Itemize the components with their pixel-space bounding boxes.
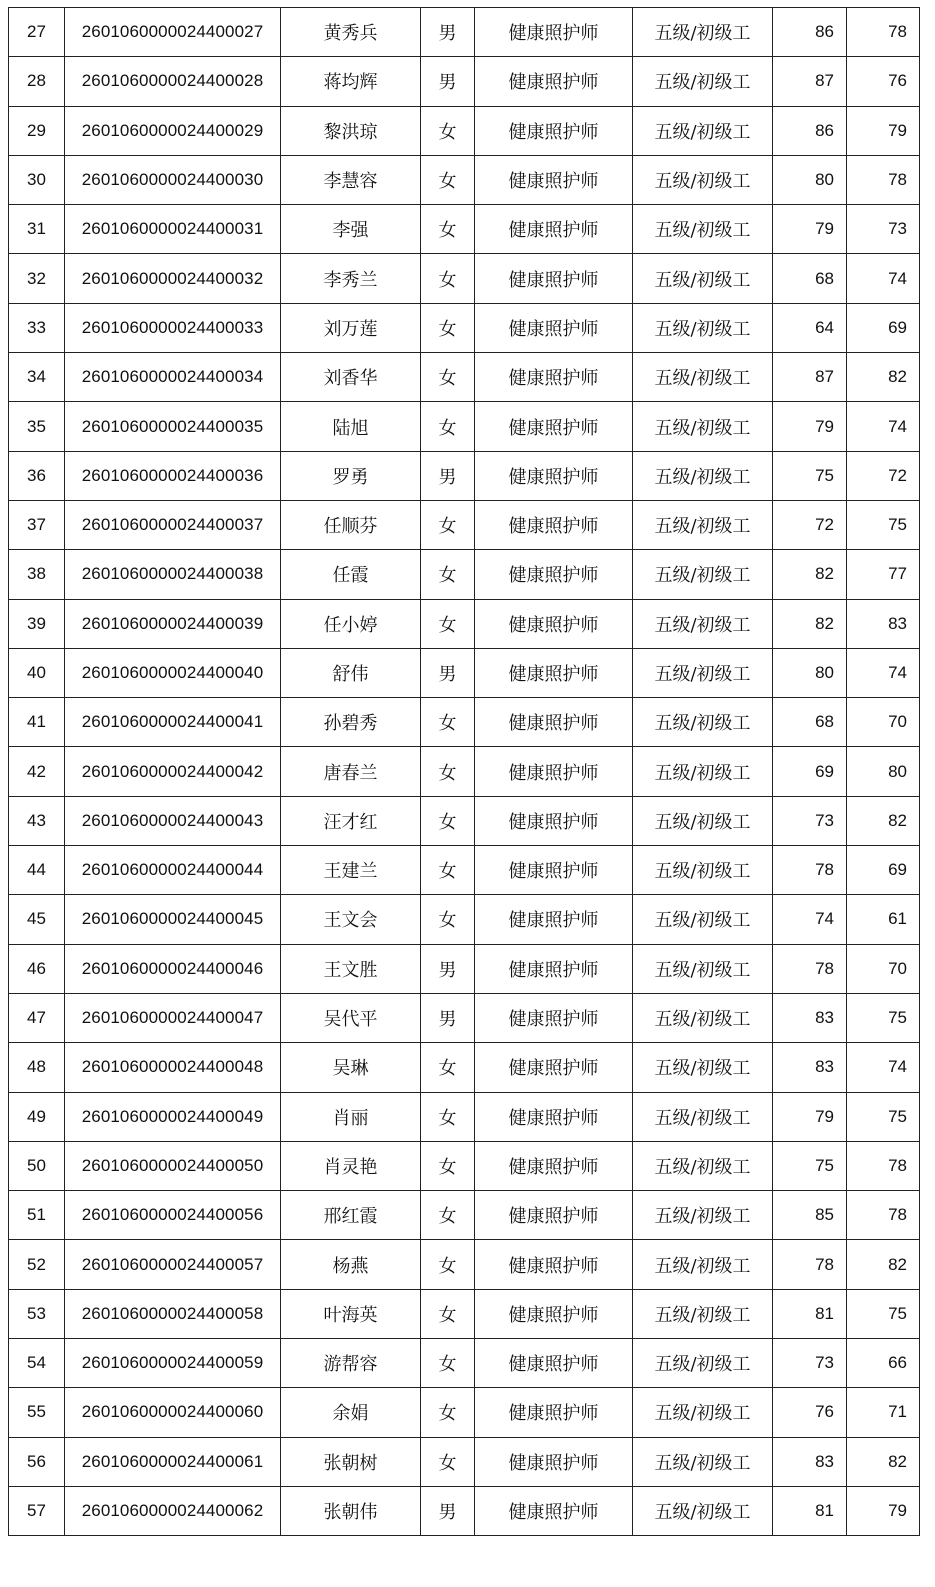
table-row [9,451,920,500]
cell-seq: 35 [9,402,65,451]
cell-occupation: 健康照护师 [475,1486,633,1535]
cell-seq: 27 [9,8,65,57]
cell-level: 五级/初级工 [633,8,773,57]
cell-gender: 女 [421,895,475,944]
cell-gender: 女 [421,254,475,303]
cell-level: 五级/初级工 [633,500,773,549]
cell-score-skill: 69 [847,846,920,895]
cell-score-skill: 78 [847,1141,920,1190]
cell-cert-id: 2601060000024400050 [65,1141,281,1190]
cell-seq: 28 [9,57,65,106]
cell-score-skill: 77 [847,550,920,599]
cell-score-theory: 69 [773,747,847,796]
cell-gender: 女 [421,1437,475,1486]
cell-seq: 30 [9,155,65,204]
cell-score-theory: 76 [773,1388,847,1437]
table-row [9,846,920,895]
table-row [9,648,920,697]
cell-cert-id: 2601060000024400038 [65,550,281,599]
cell-score-skill: 75 [847,1092,920,1141]
table-row [9,1486,920,1535]
table-row [9,550,920,599]
cell-gender: 女 [421,1043,475,1092]
cell-name: 余娟 [281,1388,421,1437]
table-row [9,1240,920,1289]
cell-occupation: 健康照护师 [475,402,633,451]
cell-occupation: 健康照护师 [475,895,633,944]
cell-occupation: 健康照护师 [475,1240,633,1289]
cell-score-skill: 82 [847,796,920,845]
cell-level: 五级/初级工 [633,1289,773,1338]
cell-seq: 53 [9,1289,65,1338]
cell-cert-id: 2601060000024400043 [65,796,281,845]
cell-occupation: 健康照护师 [475,155,633,204]
cell-occupation: 健康照护师 [475,1043,633,1092]
cell-cert-id: 2601060000024400062 [65,1486,281,1535]
cell-gender: 男 [421,57,475,106]
table-row [9,57,920,106]
cell-name: 李秀兰 [281,254,421,303]
cell-score-skill: 82 [847,353,920,402]
cell-occupation: 健康照护师 [475,550,633,599]
cell-cert-id: 2601060000024400044 [65,846,281,895]
cell-cert-id: 2601060000024400030 [65,155,281,204]
cell-cert-id: 2601060000024400057 [65,1240,281,1289]
table-row [9,155,920,204]
cell-seq: 44 [9,846,65,895]
cell-score-skill: 70 [847,944,920,993]
cell-occupation: 健康照护师 [475,303,633,352]
cell-seq: 51 [9,1191,65,1240]
cell-name: 叶海英 [281,1289,421,1338]
cell-gender: 男 [421,944,475,993]
cell-score-theory: 80 [773,648,847,697]
table-row [9,1388,920,1437]
table-row [9,402,920,451]
cell-occupation: 健康照护师 [475,599,633,648]
cell-name: 刘万莲 [281,303,421,352]
cell-score-theory: 86 [773,106,847,155]
cell-gender: 女 [421,402,475,451]
cell-score-theory: 79 [773,1092,847,1141]
cell-name: 汪才红 [281,796,421,845]
cell-level: 五级/初级工 [633,1141,773,1190]
cell-name: 邢红霞 [281,1191,421,1240]
cell-cert-id: 2601060000024400046 [65,944,281,993]
table-row [9,500,920,549]
cell-score-skill: 74 [847,648,920,697]
cell-score-theory: 74 [773,895,847,944]
cell-level: 五级/初级工 [633,1240,773,1289]
cell-score-theory: 73 [773,1339,847,1388]
cell-level: 五级/初级工 [633,254,773,303]
cell-level: 五级/初级工 [633,1092,773,1141]
cell-name: 吴代平 [281,993,421,1042]
cell-seq: 36 [9,451,65,500]
cell-score-skill: 75 [847,500,920,549]
cell-gender: 女 [421,303,475,352]
cell-gender: 女 [421,1092,475,1141]
cell-name: 任顺芬 [281,500,421,549]
cell-gender: 女 [421,1141,475,1190]
cell-seq: 49 [9,1092,65,1141]
cell-score-theory: 82 [773,550,847,599]
cell-occupation: 健康照护师 [475,1339,633,1388]
table-row [9,796,920,845]
cell-gender: 女 [421,500,475,549]
cell-name: 王文胜 [281,944,421,993]
table-row [9,303,920,352]
cell-score-skill: 83 [847,599,920,648]
cell-score-theory: 81 [773,1486,847,1535]
table-row [9,1092,920,1141]
table-row [9,254,920,303]
cell-occupation: 健康照护师 [475,1092,633,1141]
table-body [9,8,920,1536]
cell-score-theory: 87 [773,353,847,402]
cell-name: 舒伟 [281,648,421,697]
cell-seq: 41 [9,698,65,747]
cell-seq: 54 [9,1339,65,1388]
cell-name: 蒋均辉 [281,57,421,106]
cell-level: 五级/初级工 [633,1191,773,1240]
cell-occupation: 健康照护师 [475,254,633,303]
cell-occupation: 健康照护师 [475,106,633,155]
cell-cert-id: 2601060000024400035 [65,402,281,451]
cell-occupation: 健康照护师 [475,1191,633,1240]
cell-name: 吴琳 [281,1043,421,1092]
cell-seq: 32 [9,254,65,303]
cell-score-skill: 70 [847,698,920,747]
cell-name: 黄秀兵 [281,8,421,57]
cell-score-skill: 71 [847,1388,920,1437]
cell-name: 罗勇 [281,451,421,500]
cell-occupation: 健康照护师 [475,451,633,500]
table-row [9,1043,920,1092]
cell-gender: 男 [421,993,475,1042]
cell-score-skill: 82 [847,1437,920,1486]
table-row [9,1191,920,1240]
table-row [9,747,920,796]
cell-gender: 女 [421,846,475,895]
table-row [9,106,920,155]
cell-score-skill: 73 [847,205,920,254]
cell-name: 任霞 [281,550,421,599]
cell-cert-id: 2601060000024400059 [65,1339,281,1388]
cell-cert-id: 2601060000024400041 [65,698,281,747]
cell-name: 孙碧秀 [281,698,421,747]
cell-score-theory: 83 [773,1043,847,1092]
cell-gender: 女 [421,796,475,845]
cell-seq: 34 [9,353,65,402]
cell-name: 游帮容 [281,1339,421,1388]
cell-level: 五级/初级工 [633,57,773,106]
cell-occupation: 健康照护师 [475,1437,633,1486]
cell-score-skill: 82 [847,1240,920,1289]
cell-level: 五级/初级工 [633,599,773,648]
cell-occupation: 健康照护师 [475,500,633,549]
cell-score-theory: 80 [773,155,847,204]
cell-seq: 37 [9,500,65,549]
cell-score-theory: 78 [773,1240,847,1289]
cell-score-skill: 74 [847,1043,920,1092]
cell-occupation: 健康照护师 [475,944,633,993]
cell-occupation: 健康照护师 [475,796,633,845]
cell-gender: 女 [421,106,475,155]
cell-cert-id: 2601060000024400042 [65,747,281,796]
cell-score-theory: 75 [773,451,847,500]
cell-score-theory: 72 [773,500,847,549]
cell-score-theory: 87 [773,57,847,106]
cell-score-theory: 68 [773,698,847,747]
cell-level: 五级/初级工 [633,1339,773,1388]
cell-seq: 43 [9,796,65,845]
cell-name: 唐春兰 [281,747,421,796]
cell-score-theory: 83 [773,993,847,1042]
cell-cert-id: 2601060000024400034 [65,353,281,402]
table-row [9,944,920,993]
cell-name: 黎洪琼 [281,106,421,155]
cell-seq: 31 [9,205,65,254]
cell-occupation: 健康照护师 [475,205,633,254]
cell-level: 五级/初级工 [633,1388,773,1437]
cell-score-skill: 72 [847,451,920,500]
cell-name: 王建兰 [281,846,421,895]
cell-gender: 男 [421,1486,475,1535]
cell-name: 李慧容 [281,155,421,204]
cell-gender: 女 [421,1339,475,1388]
table-row [9,1437,920,1486]
cell-cert-id: 2601060000024400036 [65,451,281,500]
cell-level: 五级/初级工 [633,155,773,204]
cell-cert-id: 2601060000024400047 [65,993,281,1042]
cell-score-skill: 66 [847,1339,920,1388]
cell-score-skill: 79 [847,1486,920,1535]
cell-occupation: 健康照护师 [475,1141,633,1190]
cell-gender: 女 [421,1191,475,1240]
table-row [9,8,920,57]
cell-cert-id: 2601060000024400056 [65,1191,281,1240]
cell-occupation: 健康照护师 [475,8,633,57]
cell-name: 张朝树 [281,1437,421,1486]
cell-occupation: 健康照护师 [475,353,633,402]
cell-score-skill: 75 [847,1289,920,1338]
cell-cert-id: 2601060000024400040 [65,648,281,697]
cell-level: 五级/初级工 [633,106,773,155]
cell-level: 五级/初级工 [633,846,773,895]
cell-occupation: 健康照护师 [475,993,633,1042]
cell-cert-id: 2601060000024400048 [65,1043,281,1092]
cell-score-theory: 86 [773,8,847,57]
cell-score-skill: 74 [847,254,920,303]
cell-score-theory: 82 [773,599,847,648]
cell-score-skill: 78 [847,155,920,204]
cell-level: 五级/初级工 [633,205,773,254]
cell-cert-id: 2601060000024400031 [65,205,281,254]
cell-score-theory: 78 [773,846,847,895]
cell-occupation: 健康照护师 [475,1289,633,1338]
table-row [9,1339,920,1388]
cell-level: 五级/初级工 [633,895,773,944]
cell-gender: 女 [421,599,475,648]
cell-cert-id: 2601060000024400061 [65,1437,281,1486]
cell-gender: 女 [421,205,475,254]
table-row [9,599,920,648]
cell-occupation: 健康照护师 [475,846,633,895]
cell-name: 陆旭 [281,402,421,451]
cell-score-skill: 78 [847,1191,920,1240]
cell-cert-id: 2601060000024400039 [65,599,281,648]
cell-score-theory: 79 [773,205,847,254]
cell-seq: 46 [9,944,65,993]
cell-level: 五级/初级工 [633,747,773,796]
table-row [9,993,920,1042]
cell-cert-id: 2601060000024400032 [65,254,281,303]
cell-score-theory: 68 [773,254,847,303]
cell-name: 李强 [281,205,421,254]
cell-seq: 47 [9,993,65,1042]
cell-seq: 38 [9,550,65,599]
cell-gender: 男 [421,648,475,697]
cell-score-theory: 79 [773,402,847,451]
table-row [9,1289,920,1338]
cell-gender: 女 [421,698,475,747]
table-row [9,1141,920,1190]
cell-gender: 女 [421,155,475,204]
cell-gender: 女 [421,1240,475,1289]
cell-score-theory: 83 [773,1437,847,1486]
cell-gender: 女 [421,550,475,599]
table-row [9,698,920,747]
cell-occupation: 健康照护师 [475,747,633,796]
cell-level: 五级/初级工 [633,796,773,845]
cell-score-skill: 75 [847,993,920,1042]
cell-cert-id: 2601060000024400060 [65,1388,281,1437]
cell-level: 五级/初级工 [633,1043,773,1092]
cell-name: 王文会 [281,895,421,944]
cell-cert-id: 2601060000024400027 [65,8,281,57]
cell-seq: 39 [9,599,65,648]
cell-seq: 29 [9,106,65,155]
cell-seq: 48 [9,1043,65,1092]
cell-score-theory: 64 [773,303,847,352]
cell-level: 五级/初级工 [633,550,773,599]
cell-score-skill: 61 [847,895,920,944]
cell-level: 五级/初级工 [633,648,773,697]
table-row [9,353,920,402]
cell-occupation: 健康照护师 [475,698,633,747]
exam-results-table [8,7,920,1536]
cell-seq: 52 [9,1240,65,1289]
cell-cert-id: 2601060000024400045 [65,895,281,944]
cell-gender: 女 [421,1388,475,1437]
cell-seq: 57 [9,1486,65,1535]
cell-level: 五级/初级工 [633,1486,773,1535]
cell-name: 肖灵艳 [281,1141,421,1190]
cell-level: 五级/初级工 [633,303,773,352]
cell-cert-id: 2601060000024400037 [65,500,281,549]
cell-gender: 女 [421,353,475,402]
cell-level: 五级/初级工 [633,451,773,500]
cell-seq: 56 [9,1437,65,1486]
cell-name: 刘香华 [281,353,421,402]
cell-gender: 女 [421,1289,475,1338]
cell-seq: 42 [9,747,65,796]
cell-score-skill: 80 [847,747,920,796]
cell-name: 杨燕 [281,1240,421,1289]
cell-score-theory: 85 [773,1191,847,1240]
cell-level: 五级/初级工 [633,698,773,747]
cell-gender: 男 [421,451,475,500]
table-row [9,895,920,944]
cell-seq: 55 [9,1388,65,1437]
cell-score-theory: 75 [773,1141,847,1190]
cell-level: 五级/初级工 [633,353,773,402]
cell-name: 张朝伟 [281,1486,421,1535]
cell-name: 任小婷 [281,599,421,648]
cell-score-skill: 74 [847,402,920,451]
cell-score-skill: 69 [847,303,920,352]
cell-occupation: 健康照护师 [475,1388,633,1437]
cell-seq: 33 [9,303,65,352]
cell-occupation: 健康照护师 [475,57,633,106]
table-row [9,205,920,254]
cell-cert-id: 2601060000024400033 [65,303,281,352]
cell-seq: 45 [9,895,65,944]
cell-level: 五级/初级工 [633,944,773,993]
cell-score-skill: 78 [847,8,920,57]
cell-gender: 男 [421,8,475,57]
cell-seq: 50 [9,1141,65,1190]
cell-cert-id: 2601060000024400058 [65,1289,281,1338]
cell-level: 五级/初级工 [633,1437,773,1486]
cell-level: 五级/初级工 [633,993,773,1042]
cell-score-theory: 81 [773,1289,847,1338]
cell-cert-id: 2601060000024400049 [65,1092,281,1141]
cell-occupation: 健康照护师 [475,648,633,697]
cell-score-skill: 76 [847,57,920,106]
cell-level: 五级/初级工 [633,402,773,451]
cell-cert-id: 2601060000024400029 [65,106,281,155]
cell-score-theory: 73 [773,796,847,845]
cell-score-skill: 79 [847,106,920,155]
cell-seq: 40 [9,648,65,697]
cell-gender: 女 [421,747,475,796]
cell-cert-id: 2601060000024400028 [65,57,281,106]
cell-score-theory: 78 [773,944,847,993]
cell-name: 肖丽 [281,1092,421,1141]
